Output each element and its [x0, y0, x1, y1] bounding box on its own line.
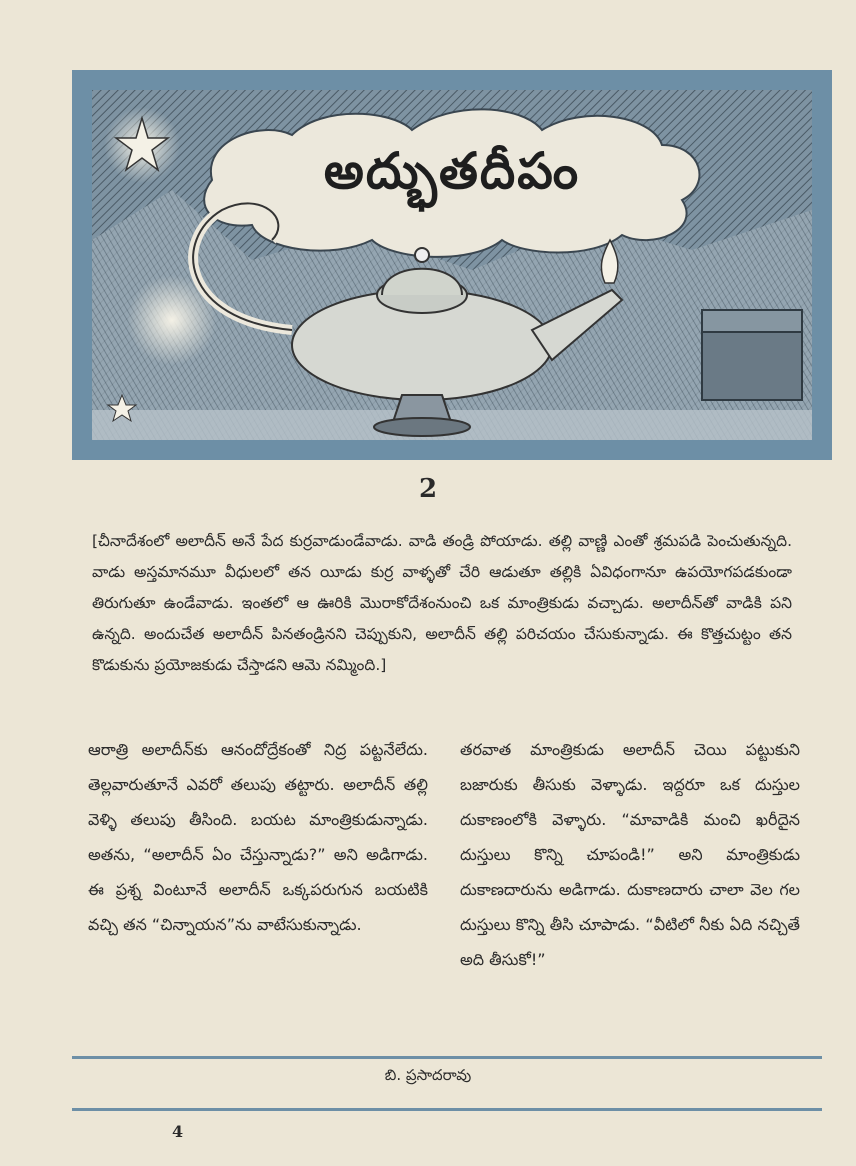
author-name: బి. ప్రసాదరావు	[384, 1066, 472, 1084]
column-right-text: తరవాత మాంత్రికుడు అలాదీన్ చెయి పట్టుకుని బజారుకు తీసుకు వెళ్ళాడు. ఇద్దరూ ఒక దుస్తుల దుకాణంలోకి వెళ్ళారు. “మావాడికి మంచి ఖరీదైన దుస్తులు కొన్ని చూపండి!” అని మాంత్రికుడు దుకాణదారును అడిగాడు. దుకాణదారు చాలా వెల గల దుస్తులు కొన్ని తీసి చూపాడు. “వీటిలో నీకు ఏది నచ్చితే అది తీసుకో!”	[460, 740, 800, 969]
header-illustration-frame	[72, 70, 832, 460]
chapter-number: 2	[418, 474, 438, 504]
author-top-rule	[72, 1056, 822, 1059]
author-bottom-rule	[72, 1108, 822, 1111]
story-title: అద్భుతదీపం	[323, 142, 581, 200]
story-summary: [చీనాదేశంలో అలాదీన్ అనే పేద కుర్రవాడుండేవాడు. వాడి తండ్రి పోయాడు. తల్లి వాణ్ణి ఎంతో శ్రమపడి పెంచుతున్నది. వాడు అస్తమానమూ వీధులలో తన యీడు కుర్ర వాళ్ళతో చేరి ఆడుతూ తల్లికి ఏవిధంగానూ ఉపయోగపడకుండా తిరుగుతూ ఉండేవాడు. ఇంతలో ఆ ఊరికి మొరాకోదేశంనుంచి ఒక మాంత్రికుడు వచ్చాడు. అలాదీన్‌తో వాడికి పని ఉన్నది. అందుచేత అలాదీన్ పినతండ్రినని చెప్పుకుని, అలాదీన్ తల్లి పరిచయం చేసుకున్నాడు. ఈ కొత్తచుట్టం తన కొడుకును ప్రయోజకుడు చేస్తాడని ఆమె నమ్మింది.]	[92, 532, 792, 674]
header-illustration	[92, 90, 812, 440]
column-left-text: ఆరాత్రి అలాదీన్‌కు ఆనందోద్రేకంతో నిద్ర పట్టనేలేదు. తెల్లవారుతూనే ఎవరో తలుపు తట్టారు. అలాదీన్ తల్లి వెళ్ళి తలుపు తీసింది. బయట మాంత్రికుడున్నాడు. అతను, “అలాదీన్ ఏం చేస్తున్నాడు?” అని అడిగాడు. ఈ ప్రశ్న వింటూనే అలాదీన్ ఒక్కపరుగున బయటికి వచ్చి తన “చిన్నాయన”ను వాటేసుకున్నాడు.	[88, 740, 428, 934]
page-number: 4	[172, 1122, 184, 1141]
